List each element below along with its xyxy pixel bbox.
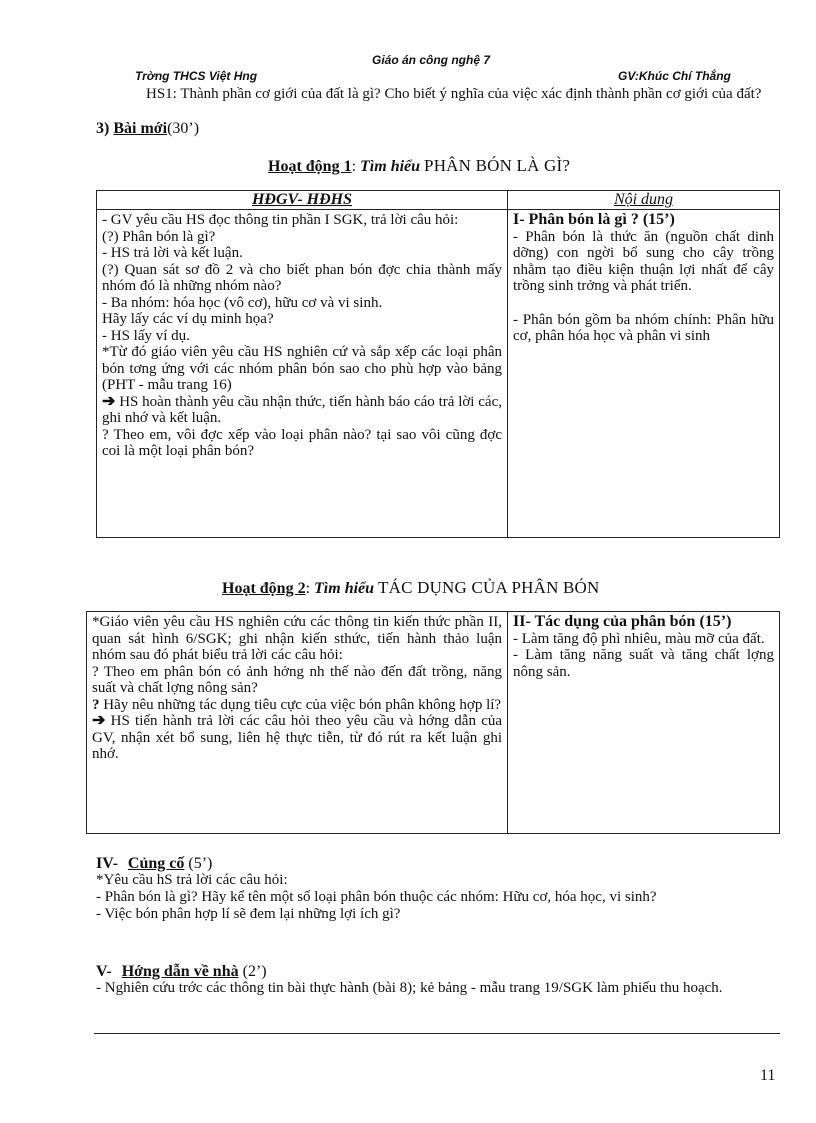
activity1-left-line: Hãy lấy các ví dụ minh họa?: [102, 311, 274, 327]
activity1-topic: PHÂN BÓN LÀ GÌ?: [424, 156, 571, 175]
activity2-heading: [222, 578, 600, 598]
activity1-left-line: - HS trả lời và kết luận.: [102, 245, 243, 261]
activity1-right-cell: [508, 210, 780, 538]
header-left: Trờng THCS Việt Hng: [135, 69, 258, 83]
activity2-arrow-text: HS tiến hành trả lời các câu hỏi theo yêu cầu và hớng dẫn của GV, nhận xét bổ sung, liên hệ thực tiễn, từ đó rút ra kết luận ghi nhớ.: [92, 713, 503, 762]
section5-label: Hớng dẫn về nhà: [121, 963, 239, 980]
section3-heading: [96, 120, 199, 137]
header-right: GV:Khúc Chí Thắng: [618, 69, 731, 83]
section3-num: 3): [96, 120, 110, 137]
right-arrow-icon: ➔: [102, 392, 116, 410]
activity1-left-line: - Ba nhóm: hóa học (vô cơ), hữu cơ và vi sinh.: [102, 294, 383, 311]
activity1-right-p1: - Phân bón là thức ăn (nguồn chất dinh dỡng) con ngời bổ sung cho cây trồng nhằm tạo điều kiện thuận lợi nhất để cây trồng sinh trởng và phát triển.: [513, 228, 774, 294]
section3-time: (30’): [167, 120, 200, 137]
activity1-left-line: - HS lấy ví dụ.: [102, 327, 190, 344]
activity2-left-cell: [87, 612, 508, 834]
activity1-right-title: I- Phân bón là gì ? (15’): [513, 211, 675, 228]
activity2-colon: :: [305, 580, 311, 597]
section4-line: *Yêu cầu hS trả lời các câu hỏi:: [96, 872, 288, 888]
activity2-table: [86, 611, 780, 834]
activity1-heading: [268, 156, 570, 176]
section5: [96, 963, 780, 997]
activity2-right-title: II- Tác dụng của phân bón (15’): [513, 613, 732, 630]
section5-num: V-: [96, 963, 112, 980]
section4: [96, 855, 780, 923]
activity2-right-line: - Làm tăng độ phì nhiêu, màu mỡ của đất.: [513, 630, 765, 647]
section5-time: (2’): [242, 963, 267, 980]
activity2-right-line: - Làm tăng năng suất và tăng chất lợng nông sản.: [513, 647, 774, 680]
activity2-left-question: [92, 697, 502, 714]
hs1-question-text: HS1: Thành phần cơ giới của đất là gì? Cho biết ý nghĩa của việc xác định thành phần cơ giới của đất?: [146, 86, 762, 102]
section4-num: IV-: [96, 855, 118, 872]
activity1-left-line: *Từ đó giáo viên yêu cầu HS nghiên cứ và sắp xếp các loại phân bón tơng ứng với các nhóm phân bón sao cho phù hợp vào bảng (PHT - mẫu trang 16): [102, 344, 502, 393]
activity1-left-line: - GV yêu cầu HS đọc thông tin phần I SGK, trả lời câu hỏi:: [102, 212, 459, 228]
activity1-right-p2: - Phân bón gồm ba nhóm chính: Phân hữu cơ, phân hóa học và phân vi sinh: [513, 311, 774, 344]
activity2-lead: Tìm hiểu: [314, 580, 375, 597]
activity1-left-line: (?) Quan sát sơ đồ 2 và cho biết phan bón đợc chia thành mấy nhóm đó là những nhóm nào?: [102, 261, 502, 294]
footer-rule: [94, 1033, 780, 1034]
activity1-arrow-paragraph: [102, 394, 502, 427]
activity2-label: Hoạt động 2: [222, 580, 306, 597]
section3-label: Bài mới: [113, 120, 168, 137]
activity2-q-text: Hãy nêu những tác dụng tiêu cực của việc bón phân không hợp lí?: [99, 696, 502, 713]
section4-label: Củng cố: [127, 855, 185, 872]
activity2-left-line: *Giáo viên yêu cầu HS nghiên cứu các thông tin kiến thức phần II, quan sát hình 6/SGK; ghi nhận kiến sthức, tiến hành thảo luận nhóm sau đó phát biểu trả lời các câu hỏi:: [92, 614, 502, 663]
activity1-left-line: (?) Phân bón là gì?: [102, 228, 216, 245]
section4-heading: [96, 855, 780, 872]
activity1-left-last: ? Theo em, vôi đợc xếp vào loại phân nào? tại sao vôi cũng đợc coi là một loại phân bón?: [102, 426, 502, 459]
activity2-arrow-paragraph: [92, 713, 502, 763]
section4-line: - Việc bón phân hợp lí sẽ đem lại những lợi ích gì?: [96, 906, 401, 922]
hs1-question: [98, 86, 778, 103]
section4-line: - Phân bón là gì? Hãy kể tên một số loại phân bón thuộc các nhóm: Hữu cơ, hóa học, vi sinh?: [96, 889, 657, 905]
activity2-right-cell: [508, 612, 780, 834]
right-arrow-icon: ➔: [92, 712, 106, 729]
activity1-col1-header: HĐGV- HĐHS: [97, 191, 508, 210]
section5-text: - Nghiên cứu trớc các thông tin bài thực hành (bài 8); kẻ bảng - mẫu trang 19/SGK làm phiếu thu hoạch.: [96, 980, 723, 996]
activity1-lead: Tìm hiểu: [360, 158, 421, 175]
activity2-left-line: ? Theo em phân bón có ảnh hởng nh thế nào đến đất trồng, năng suất và chất lợng nông sản?: [92, 663, 502, 696]
spacer: [513, 295, 774, 312]
activity1-col2-header: Nội dung: [508, 191, 780, 210]
activity1-left-cell: [97, 210, 508, 538]
section5-heading: [96, 963, 780, 980]
activity2-topic: TÁC DỤNG CỦA PHÂN BÓN: [378, 578, 600, 597]
activity1-label: Hoạt động 1: [268, 158, 352, 175]
section4-time: (5’): [188, 855, 213, 872]
activity2-q-mark: ?: [92, 696, 100, 713]
activity1-table: [96, 190, 780, 538]
activity1-arrow-text: HS hoàn thành yêu cầu nhận thức, tiến hành báo cáo trả lời các, ghi nhớ và kết luận.: [102, 393, 502, 426]
page-number: 11: [760, 1067, 776, 1084]
header-center: Giáo án công nghệ 7: [372, 53, 491, 67]
activity1-colon: :: [351, 158, 357, 175]
